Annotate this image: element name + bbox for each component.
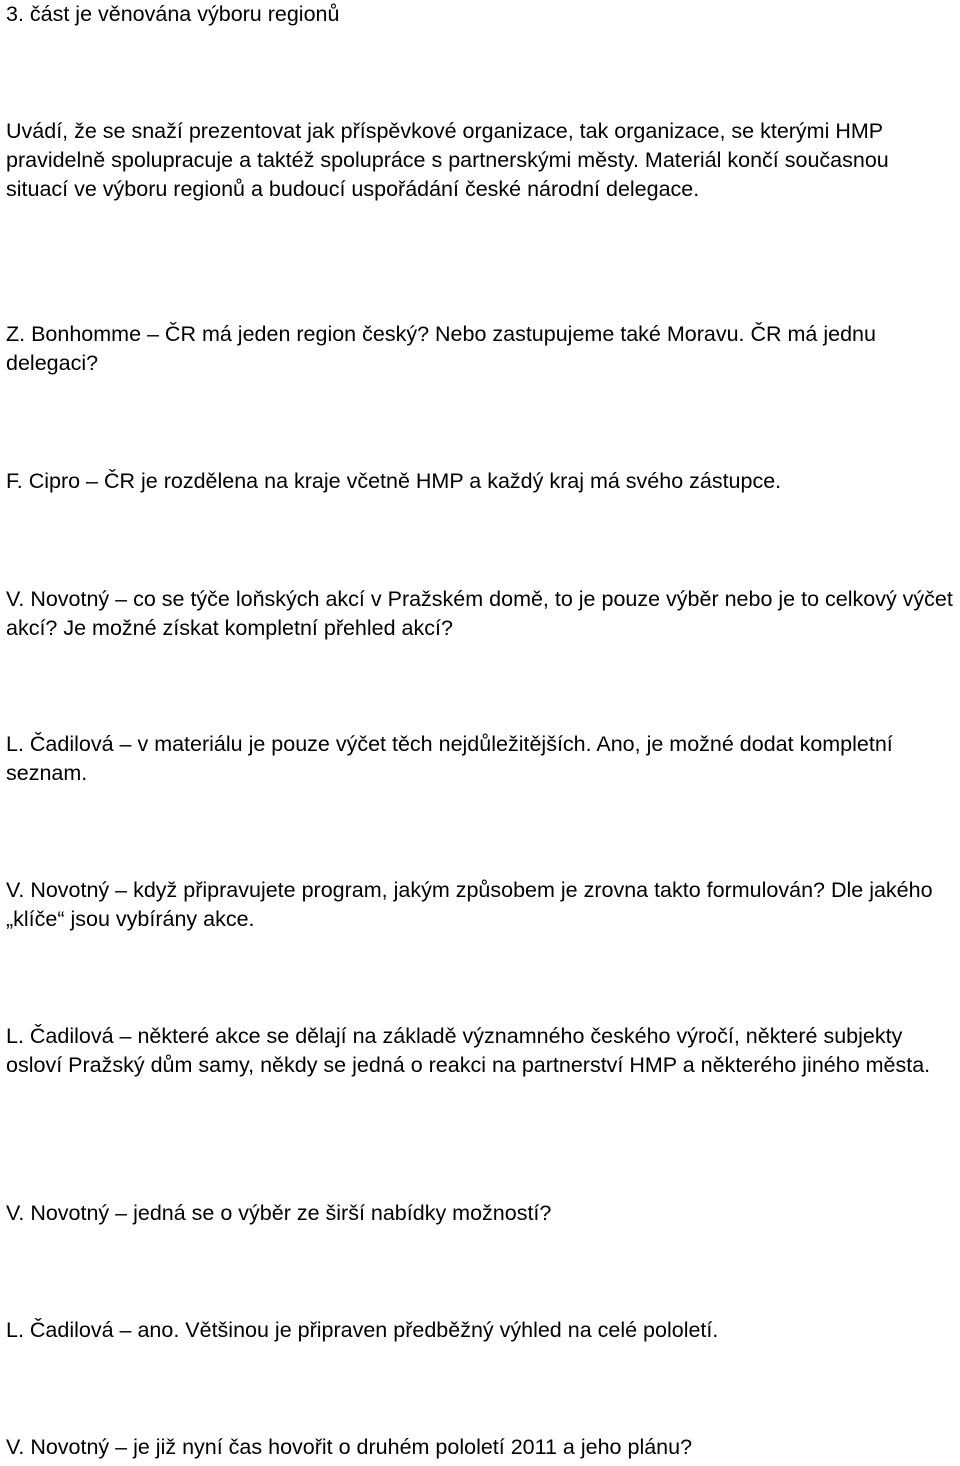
paragraph-bonhomme: Z. Bonhomme – ČR má jeden region český? Nebo zastupujeme také Moravu. ČR má jednu delegaci? bbox=[6, 322, 876, 375]
paragraph-novotny-3: V. Novotný – jedná se o výběr ze širší nabídky možností? bbox=[6, 1201, 552, 1225]
paragraph-cadilova-1: L. Čadilová – v materiálu je pouze výčet těch nejdůležitějších. Ano, je možné dodat kompletní seznam. bbox=[6, 732, 893, 785]
paragraph-cadilova-3: L. Čadilová – ano. Většinou je připraven předběžný výhled na celé pololetí. bbox=[6, 1318, 719, 1342]
paragraph-cadilova-2: L. Čadilová – některé akce se dělají na základě významného českého výročí, některé subjekty osloví Pražský dům samy, někdy se jedná o reakci na partnerství HMP a některého jiného města. bbox=[6, 1024, 931, 1077]
paragraph-novotny-2: V. Novotný – když připravujete program, jakým způsobem je zrovna takto formulován? Dle jakého „klíče“ jsou vybírány akce. bbox=[6, 878, 933, 931]
paragraph-novotny-1: V. Novotný – co se týče loňských akcí v Pražském domě, to je pouze výběr nebo je to celkový výčet akcí? Je možné získat kompletní přehled akcí? bbox=[6, 587, 953, 640]
paragraph-intro: Uvádí, že se snaží prezentovat jak příspěvkové organizace, tak organizace, se kterými HMP pravidelně spolupracuje a taktéž spolupráce s partnerskými městy. Materiál končí současnou situací ve výboru regionů a budoucí uspořádání české národní delegace. bbox=[6, 119, 889, 201]
section-heading: 3. část je věnována výboru regionů bbox=[6, 2, 340, 26]
paragraph-cipro: F. Cipro – ČR je rozdělena na kraje včetně HMP a každý kraj má svého zástupce. bbox=[6, 469, 782, 493]
paragraph-novotny-4: V. Novotný – je již nyní čas hovořit o druhém pololetí 2011 a jeho plánu? bbox=[6, 1435, 693, 1459]
